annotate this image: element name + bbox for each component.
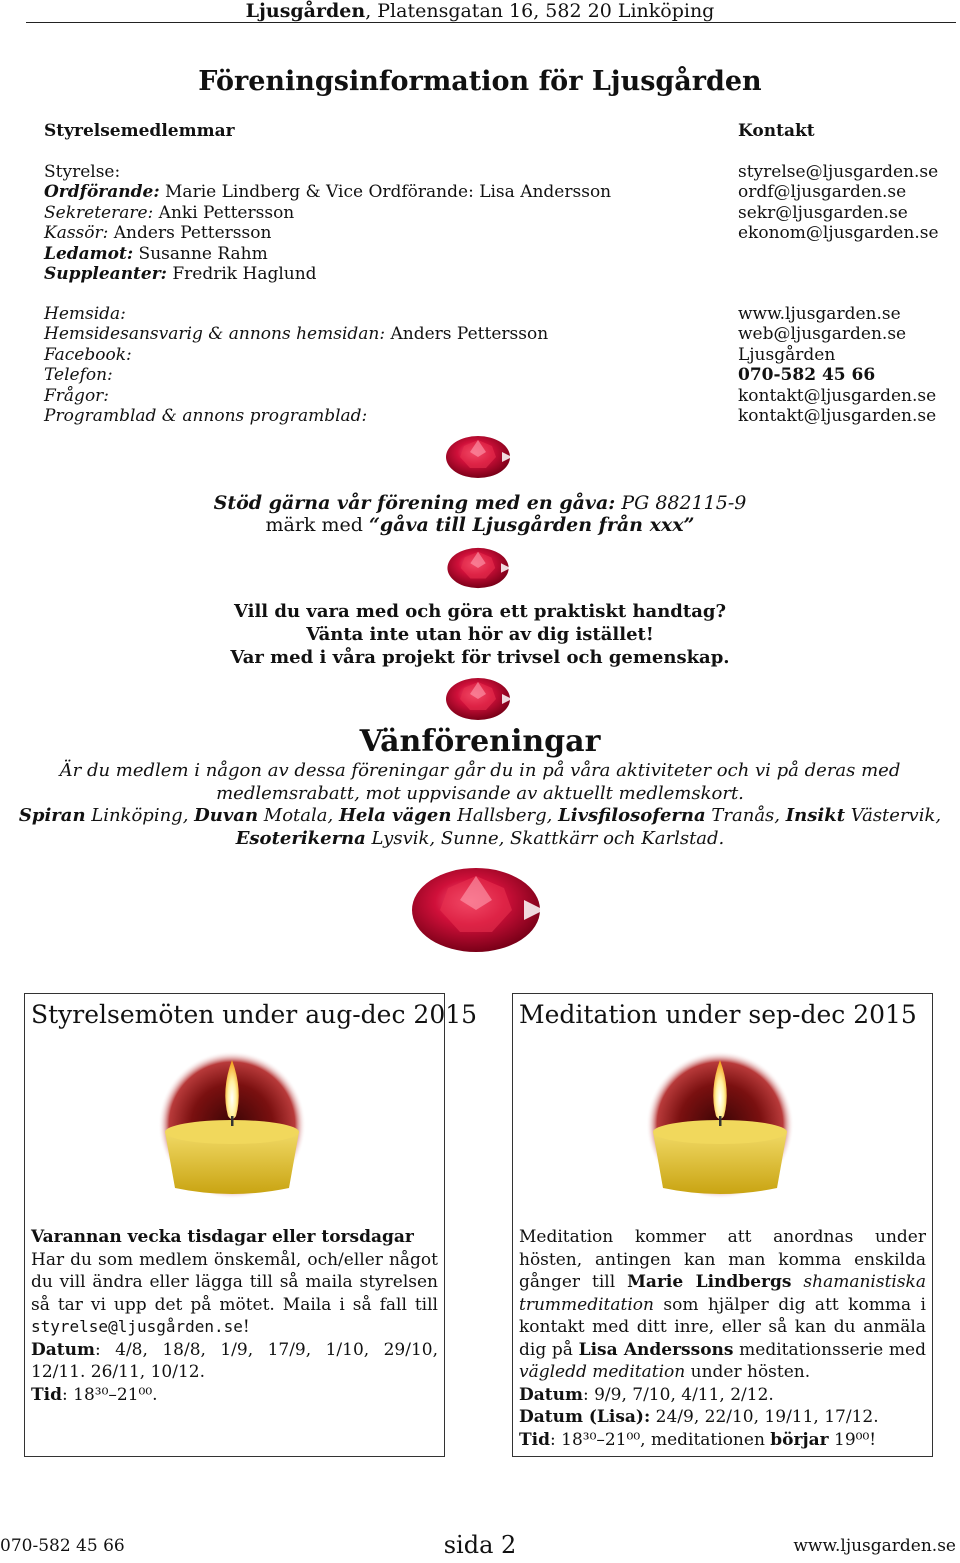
meetings-tid-value: : 18³⁰–21⁰⁰. [62,1384,158,1405]
board-ledamot [44,244,611,264]
board-styrelse: Styrelse: [44,162,121,182]
sekr-name: Anki Pettersson [153,202,295,223]
support-line-1 [0,492,960,514]
help-line-2: Vänta inte utan hör av dig istället! [306,624,654,645]
vanforeningar-title: Vänföreningar [359,724,601,759]
med-borjar: börjar [770,1429,829,1450]
med-datum-label: Datum [519,1384,583,1405]
value-programblad[interactable]: kontakt@ljusgarden.se [738,406,937,427]
header-address: , Platensgatan 16, 582 20 Linköping [365,0,715,22]
support-mark: märk med [265,514,369,536]
label-hemsidesansvarig [44,324,548,344]
meditation-datum [519,1384,926,1407]
help-line-1: Vill du vara med och göra ett praktiskt handtag? [233,601,726,622]
meetings-tid-label: Tid [31,1384,62,1405]
help-text [0,600,960,669]
support-mark-text: “gåva till Ljusgården från xxx” [368,514,695,536]
page-title: Föreningsinformation för Ljusgården [198,66,762,97]
meetings-subtitle: Varannan vecka tisdagar eller torsdagar [31,1227,414,1247]
med-name2: Lisa Anderssons [578,1339,734,1360]
med-t1: Meditation kommer att anordnas under hösten, antingen kan man komma enskilda gånger till [519,1227,926,1292]
value-facebook[interactable]: Ljusgården [738,344,836,365]
med-name1: Marie Lindbergs [627,1272,792,1292]
suppl-role: Suppleanter: [44,264,167,285]
org-duvan: Duvan [194,805,259,826]
meditation-title: Meditation under sep-dec 2015 [519,1000,917,1029]
med-tid-label: Tid [519,1429,550,1450]
vanforeningar-intro: Är du medlem i någon av dessa föreningar går du in på våra aktiviteter och vi på deras med medlemsrabatt, mot uppvisande av aktuellt medlemskort. [59,760,901,804]
contact-heading: Kontakt [738,121,815,141]
value-web-email[interactable]: web@ljusgarden.se [738,324,907,345]
info-values [738,304,936,426]
meetings-body [31,1249,438,1339]
hemsidesansvarig-name: Anders Pettersson [385,324,549,345]
label-fragor: Frågor: [44,385,110,406]
ruby-large-icon [402,864,554,956]
kassor-role: Kassör: [44,223,109,244]
candle-icon [645,1050,795,1200]
med-style1: shamanistiska trummeditation [519,1272,926,1315]
board-kassor [44,223,611,243]
label-hemsida: Hemsida: [44,304,126,324]
board-list [44,162,611,284]
email-styrelse[interactable]: styrelse@ljusgarden.se [738,162,939,182]
med-tid-end: 19⁰⁰! [828,1429,877,1450]
meetings-datum [31,1339,438,1384]
value-hemsida[interactable]: www.ljusgarden.se [738,304,901,324]
support-pg: PG 882115-9 [615,492,747,514]
org-insikt: Insikt [785,805,846,826]
med-t5: under hösten. [685,1362,811,1382]
meetings-tid [31,1384,438,1407]
board-suppl [44,264,611,284]
med-style2: vägledd meditation [519,1362,686,1382]
meditation-tid [519,1429,926,1452]
board-ordf [44,182,611,202]
meetings-box [24,993,478,1457]
ruby-icon [444,434,514,480]
meetings-email[interactable]: styrelse@ljusgården.se [31,1317,243,1336]
support-text [0,492,960,536]
meditation-box [512,993,933,1457]
ordf-role: Ordförande: [44,182,160,203]
email-sekr[interactable]: sekr@ljusgarden.se [738,202,908,223]
loc-livsfilosoferna: Tranås, [705,805,786,826]
footer-web[interactable]: www.ljusgarden.se [793,1536,956,1556]
loc-spiran: Linköping, [85,805,195,826]
vanforeningar-list [8,805,952,850]
vanforeningar-text [0,760,960,850]
ruby-icon [444,676,514,722]
meditation-datum-lisa [519,1406,926,1429]
hemsidesansvarig-role: Hemsidesansvarig & annons hemsidan: [44,324,386,345]
ledamot-role: Ledamot: [44,243,134,264]
label-facebook: Facebook: [44,344,132,365]
org-spiran: Spiran [18,805,86,826]
support-gift: Stöd gärna vår förening med en gåva: [213,492,616,514]
med-tid-value: : 18³⁰–21⁰⁰, meditationen [550,1429,771,1450]
kassor-name: Anders Pettersson [108,223,272,244]
meetings-text [31,1226,438,1406]
med-t2 [791,1272,803,1292]
label-telefon: Telefon: [44,365,113,386]
meetings-title: Styrelsemöten under aug-dec 2015 [31,1000,478,1029]
meetings-datum-value: : 4/8, 18/8, 1/9, 17/9, 1/10, 29/10, 12/11. 26/11, 10/12. [31,1339,438,1382]
loc-duvan: Motala, [258,805,339,826]
loc-insikt: Västervik, [845,805,942,826]
org-hela-vagen: Hela vägen [338,805,452,826]
ledamot-name: Susanne Rahm [133,243,268,264]
meetings-datum-label: Datum [31,1339,95,1360]
footer-page: sida 2 [443,1531,517,1559]
meditation-body [519,1226,926,1384]
loc-hela-vagen: Hallsberg, [451,805,559,826]
board-sekr [44,203,611,223]
email-ekonom[interactable]: ekonom@ljusgarden.se [738,223,939,244]
meetings-body-text: Har du som medlem önskemål, och/eller något du vill ändra eller lägga till så maila styrelsen så tar vi upp det på mötet. Maila i så fall till [31,1249,438,1315]
meditation-text [519,1226,926,1451]
label-programblad: Programblad & annons programblad: [44,406,368,427]
support-line-2 [0,514,960,536]
org-esoterikerna: Esoterikerna [235,827,366,849]
value-fragor[interactable]: kontakt@ljusgarden.se [738,385,937,406]
candle-icon [157,1050,307,1200]
board-emails [738,162,939,244]
med-datum-lisa-value: 24/9, 22/10, 19/11, 17/12. [650,1407,879,1427]
org-livsfilosoferna: Livsfilosoferna [558,805,706,826]
email-ordf[interactable]: ordf@ljusgarden.se [738,182,907,203]
med-t4: meditationsserie med [733,1339,926,1360]
loc-esoterikerna: Lysvik, Sunne, Skattkärr och Karlstad. [365,827,725,849]
value-telefon: 070-582 45 66 [738,365,876,386]
help-line-3: Var med i våra projekt för trivsel och gemenskap. [230,647,730,668]
info-labels [44,304,548,426]
sekr-role: Sekreterare: [44,202,154,223]
med-t3: som hjälper dig att komma i kontakt med ditt inre, eller så kan du anmäla dig på [519,1294,926,1360]
ruby-icon [444,546,514,590]
board-heading: Styrelsemedlemmar [44,121,235,141]
suppl-name: Fredrik Haglund [166,264,317,285]
meetings-excl: ! [242,1317,250,1337]
page-header [0,0,960,22]
med-datum-value: : 9/9, 7/10, 4/11, 2/12. [582,1384,774,1405]
med-datum-lisa-label: Datum (Lisa): [519,1407,651,1427]
footer-phone: 070-582 45 66 [0,1536,125,1556]
header-name: Ljusgården [245,0,366,22]
ordf-name: Marie Lindberg & Vice Ordförande: Lisa Andersson [159,182,612,203]
header-rule [26,22,956,23]
